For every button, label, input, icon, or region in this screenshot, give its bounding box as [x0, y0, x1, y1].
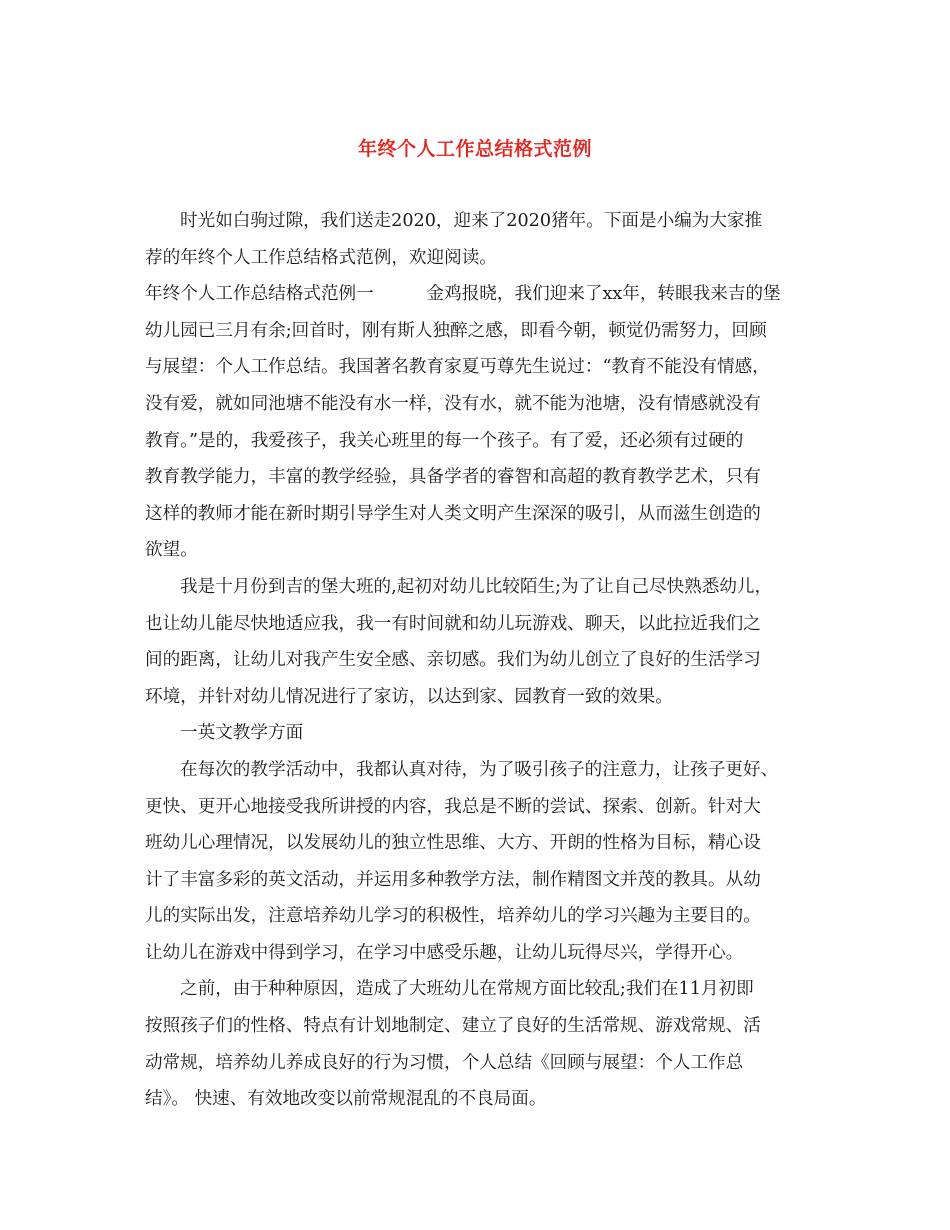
text-line: 让幼儿在游戏中得到学习，在学习中感受乐趣，让幼儿玩得尽兴，学得开心。	[145, 942, 744, 963]
text-line: 欲望。	[145, 540, 198, 561]
document-body	[145, 203, 810, 1118]
text-line: 间的距离，让幼儿对我产生安全感、亲切感。我们为幼儿创立了良好的生活学习	[145, 650, 761, 671]
text-line: 年终个人工作总结格式范例一 金鸡报晓，我们迎来了xx年，转眼我来吉的堡	[145, 284, 781, 305]
text-line: 班幼儿心理情况，以发展幼儿的独立性思维、大方、开朗的性格为目标，精心设	[145, 833, 761, 854]
text-line: 结》。 快速、有效地改变以前常规混乱的不良局面。	[145, 1089, 547, 1110]
text-line: 儿的实际出发，注意培养幼儿学习的积极性，培养幼儿的学习兴趣为主要目的。	[145, 906, 761, 927]
text-line: 之前，由于种种原因，造成了大班幼儿在常规方面比较乱;我们在11月初即	[180, 979, 754, 1000]
text-line: 环境，并针对幼儿情况进行了家访，以达到家、园教育一致的效果。	[145, 686, 673, 707]
text-line: 教育教学能力，丰富的教学经验，具备学者的睿智和高超的教育教学艺术，只有	[145, 467, 761, 488]
text-line: 我是十月份到吉的堡大班的,起初对幼儿比较陌生;为了让自己尽快熟悉幼儿，	[180, 576, 773, 597]
text-line: 教育。”是的，我爱孩子，我关心班里的每一个孩子。有了爱，还必须有过硬的	[145, 430, 744, 451]
text-line: 一英文教学方面	[180, 723, 304, 744]
text-line: 幼儿园已三月有余;回首时，刚有斯人独醉之感，即看今朝，顿觉仍需努力，回顾	[145, 320, 767, 341]
text-line: 按照孩子们的性格、特点有计划地制定、建立了良好的生活常规、游戏常规、活	[145, 1016, 761, 1037]
text-line: 时光如白驹过隙，我们送走2020，迎来了2020猪年。下面是小编为大家推	[180, 211, 763, 231]
text-line: 动常规，培养幼儿养成良好的行为习惯，个人总结《回顾与展望：个人工作总	[145, 1052, 744, 1073]
text-line: 计了丰富多彩的英文活动，并运用多种教学方法，制作精图文并茂的教具。从幼	[145, 869, 761, 890]
text-line: 这样的教师才能在新时期引导学生对人类文明产生深深的吸引，从而滋生创造的	[145, 503, 761, 524]
text-line: 更快、更开心地接受我所讲授的内容，我总是不断的尝试、探索、创新。针对大	[145, 796, 761, 817]
text-line: 在每次的教学活动中，我都认真对待，为了吸引孩子的注意力，让孩子更好、	[180, 759, 779, 780]
text-line: 荐的年终个人工作总结格式范例，欢迎阅读。	[145, 247, 497, 268]
text-line: 也让幼儿能尽快地适应我，我一有时间就和幼儿玩游戏、聊天，以此拉近我们之	[145, 613, 761, 634]
document-title: 年终个人工作总结格式范例	[357, 138, 592, 160]
text-line: 没有爱，就如同池塘不能没有水一样，没有水，就不能为池塘，没有情感就没有	[145, 393, 761, 414]
text-line: 与展望：个人工作总结。我国著名教育家夏丏尊先生说过：“教育不能没有情感，	[145, 357, 770, 378]
